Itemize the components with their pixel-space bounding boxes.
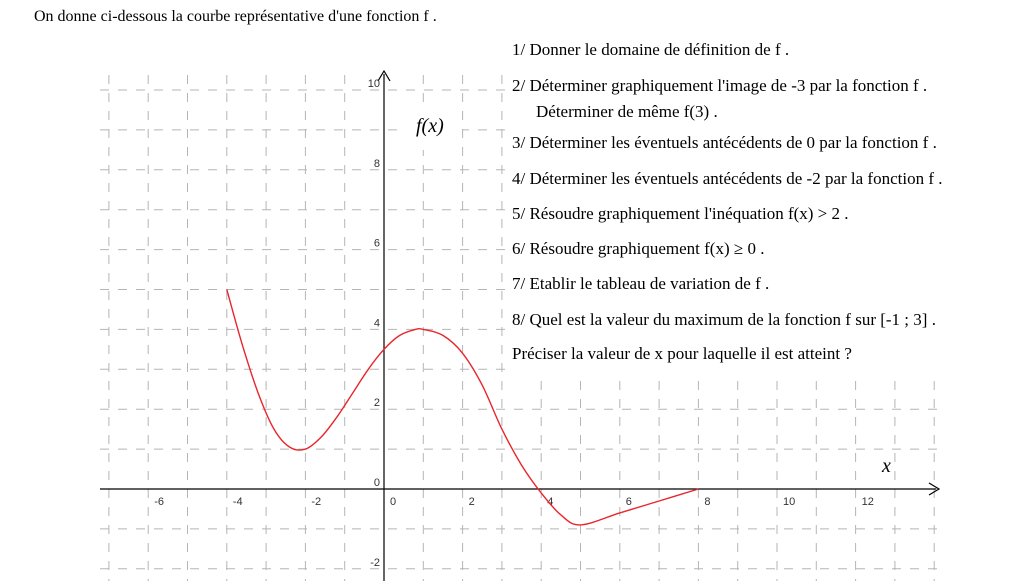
question-4 [512,169,943,189]
questions-panel [512,0,1024,581]
question-8-text: 8/ Quel est la valeur du maximum de la fonction f sur [-1 ; 3] . [512,310,936,329]
y-tick-label: 10 [367,78,380,90]
question-8 [512,310,936,330]
x-tick-label: 10 [783,496,796,508]
x-tick-label: 0 [390,496,397,508]
x-tick-label: 6 [625,496,632,508]
x-tick-label: 4 [547,496,554,508]
question-7 [512,274,769,294]
x-tick-label: 2 [468,496,475,508]
question-7-text: 7/ Etablir le tableau de variation de f . [512,274,770,293]
y-tick-label: 2 [373,397,380,410]
x-tick-label: 12 [861,496,874,508]
question-2 [512,76,927,122]
question-6-text: 6/ Résoudre graphiquement f(x) ≥ 0 . [512,239,765,258]
y-axis-label: f(x) [416,115,444,137]
x-tick-label: -4 [232,496,243,508]
question-3-text: 3/ Déterminer les éventuels antécédents de 0 par la fonction f . [512,133,937,152]
question-5 [512,204,849,224]
x-tick-label: -6 [154,496,164,508]
question-8-followup-text: Préciser la valeur de x pour laquelle il est atteint ? [512,344,852,363]
y-tick-label: 0 [373,477,380,489]
y-tick-label: -2 [370,556,380,569]
intro-text: On donne ci-dessous la courbe représentative d'une fonction f . [34,8,437,25]
question-5-text: 5/ Résoudre graphiquement l'inéquation f(x) > 2 . [512,204,849,223]
x-tick-label: -2 [311,496,322,508]
question-4-text: 4/ Déterminer les éventuels antécédents de -2 par la fonction f . [512,169,943,188]
question-1-text: 1/ Donner le domaine de définition de f . [512,40,790,59]
question-2-text: 2/ Déterminer graphiquement l'image de -3 par la fonction f . [512,76,928,95]
y-tick-label: 4 [373,317,380,330]
question-1 [512,40,789,60]
x-tick-label: 8 [704,496,711,508]
y-tick-label: 6 [373,237,380,250]
question-8-followup [512,344,852,364]
x-axis-label: x [882,455,891,477]
y-tick-label: 8 [373,157,380,170]
question-6 [512,239,764,259]
question-3 [512,133,937,153]
question-2-text-line2: Déterminer de même f(3) . [536,102,718,121]
